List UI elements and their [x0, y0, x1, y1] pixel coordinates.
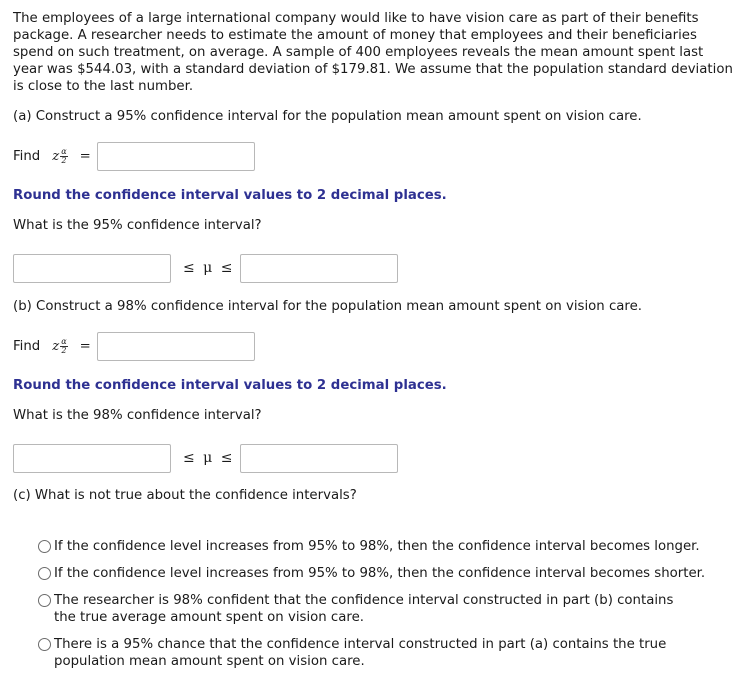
find-text: Find — [13, 339, 41, 354]
part-b-find-label — [13, 338, 91, 355]
part-c-question: (c) What is not true about the confidence intervals? — [13, 488, 357, 503]
radio-button[interactable] — [38, 567, 51, 580]
part-b-interval-question: What is the 98% confidence interval? — [13, 408, 262, 423]
frac-numerator: α — [61, 337, 67, 346]
part-a-question: (a) Construct a 95% confidence interval for the population mean amount spent on vision care. — [13, 109, 642, 124]
part-a-inequality: ≤ μ ≤ — [183, 260, 235, 276]
part-b-upper-bound-input[interactable] — [240, 444, 398, 473]
frac-denominator: 2 — [61, 346, 67, 355]
z-symbol: z — [52, 339, 60, 354]
frac-numerator: α — [61, 147, 67, 156]
problem-intro: The employees of a large international company would like to have vision care as part of their benefits package. A researcher needs to estimate the amount of money that employees and their beneficiaries spend on such treatment, on average. A sample of 400 employees reveals the mean amount spent last year was $544.03, with a standard deviation of $179.81. We assume that the population standard deviation is close to the last number. — [13, 11, 733, 94]
part-a-upper-bound-input[interactable] — [240, 254, 398, 283]
equals-sign: = — [79, 339, 91, 354]
alpha-over-two — [60, 338, 67, 355]
option-a[interactable] — [38, 538, 738, 555]
part-b-question: (b) Construct a 98% confidence interval for the population mean amount spent on vision care. — [13, 299, 642, 314]
radio-button[interactable] — [38, 638, 51, 651]
option-b[interactable] — [38, 565, 738, 582]
part-a-z-input[interactable] — [97, 142, 255, 171]
part-b-lower-bound-input[interactable] — [13, 444, 171, 473]
part-b-z-input[interactable] — [97, 332, 255, 361]
option-d[interactable] — [38, 636, 678, 670]
option-label: The researcher is 98% confident that the confidence interval constructed in part (b) contains the true average amount spent on vision care. — [54, 593, 674, 625]
z-symbol: z — [52, 149, 60, 164]
option-c[interactable] — [38, 592, 698, 626]
frac-denominator: 2 — [61, 156, 67, 165]
find-text: Find — [13, 149, 41, 164]
option-label: If the confidence level increases from 95% to 98%, then the confidence interval becomes longer. — [54, 539, 700, 554]
equals-sign: = — [79, 149, 91, 164]
part-a-lower-bound-input[interactable] — [13, 254, 171, 283]
part-a-interval-question: What is the 95% confidence interval? — [13, 218, 262, 233]
part-b-round-note: Round the confidence interval values to 2 decimal places. — [13, 378, 447, 393]
option-label: There is a 95% chance that the confidence interval constructed in part (a) contains the true population mean amount spent on vision care. — [54, 637, 667, 669]
part-a-find-label — [13, 148, 91, 165]
radio-button[interactable] — [38, 594, 51, 607]
radio-button[interactable] — [38, 540, 51, 553]
option-label: If the confidence level increases from 95% to 98%, then the confidence interval becomes shorter. — [54, 566, 706, 581]
part-a-round-note: Round the confidence interval values to 2 decimal places. — [13, 188, 447, 203]
alpha-over-two — [60, 148, 67, 165]
part-b-inequality: ≤ μ ≤ — [183, 450, 235, 466]
